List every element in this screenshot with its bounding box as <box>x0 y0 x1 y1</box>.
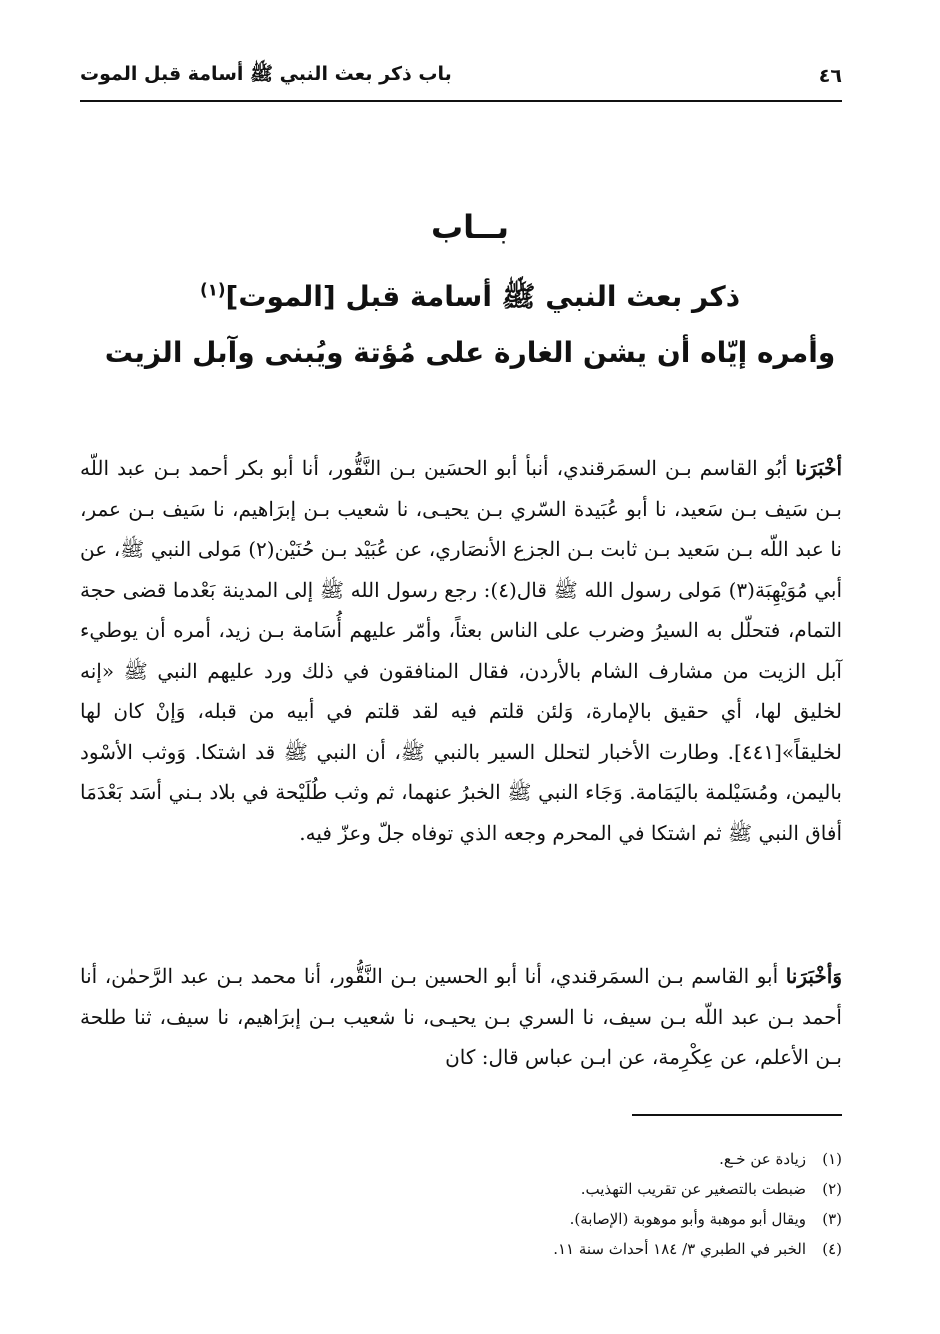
paragraph-lead-word: أخْبَرَنا <box>795 456 842 480</box>
chapter-label: بــاب <box>430 208 510 246</box>
chapter-title-text: ذكر بعث النبي ﷺ أسامة قبل [الموت] <box>225 280 741 313</box>
chapter-title-line-1 <box>100 280 840 320</box>
running-title: باب ذكر بعث النبي ﷺ أسامة قبل الموت <box>80 63 452 85</box>
footnote-number: (٢) <box>822 1180 842 1198</box>
footnote-text: ضبطت بالتصغير عن تقريب التهذيب. <box>580 1180 806 1198</box>
body-paragraph-2 <box>80 956 842 1078</box>
paragraph-text: أبُو القاسم بـن السمَرقندي، أنبأ أبو الحسَين بـن النَّقُّور، أنا أبو بكر أحمد بـن عبد اللّه بـن سَيف بـن سَعيد، نا أبو عُبَيدة السّري بـن يحيـى، نا شعيب بـن إبرَاهيم، نا سَيف بـن عمر، نا عبد اللّه بـن سَعيد بـن ثابت بـن الجزع الأنصَاري، عن عُبَيْد بـن حُنَيْن(٢) مَولى النبي ﷺ، عن أبي مُوَيْهِبَة(٣) مَولى رسول الله ﷺ قال(٤): رجع رسول الله ﷺ إلى المدينة بَعْدما قضى حجة التمام، فتحلّل به السيرُ وضرب على الناس بعثاً، وأمّر عليهم أُسَامة بـن زيد، أمره أن يوطيء آبل الزيت من مشارف الشام بالأردن، فقال المنافقون في ذلك ورد عليهم النبي ﷺ «إنه لخليق لها، أي حقيق بالإمارة، وَلئن قلتم فيه لقد قلتم في أبيه من قبله، وَإنْ كان لها لخليقاً»[٤٤١]. وطارت الأخبار لتحلل السير بالنبي ﷺ، أن النبي ﷺ قد اشتكا. وَوثب الأسْود باليمن، ومُسَيْلمة باليَمَامة. وَجَاء النبي ﷺ الخبرُ عنهما، ثم وثب طُلَيْحة في بلاد بـني أسَد بَعْدَمَا أفاق النبي ﷺ ثم اشتكا في المحرم وجعه الذي توفاه جلّ وعزّ فيه. <box>80 456 843 845</box>
body-paragraph-1 <box>80 448 842 853</box>
footnote-text: زيادة عن خـع. <box>719 1150 806 1168</box>
footnote-text: الخبر في الطبري ٣/ ١٨٤ أحداث سنة ١١. <box>553 1240 806 1258</box>
page-number: ٤٦ <box>818 65 842 87</box>
header-rule <box>80 100 842 102</box>
footnote-number: (٣) <box>822 1210 842 1228</box>
footnote-item <box>80 1234 842 1264</box>
chapter-title-line-2: وأمره إيّاه أن يشن الغارة على مُؤتة ويُبنى وآبل الزيت <box>104 336 836 369</box>
footnote-number: (٤) <box>822 1240 842 1258</box>
footnote-item <box>80 1144 842 1174</box>
footnote-item <box>80 1204 842 1234</box>
footnote-rule <box>632 1114 842 1116</box>
footnote-number: (١) <box>822 1150 842 1168</box>
footnote-item <box>80 1174 842 1204</box>
footnotes-list <box>80 1144 842 1264</box>
footnote-text: ويقال أبو موهبة وأبو موهوبة (الإصابة). <box>569 1210 806 1228</box>
running-header <box>80 60 842 92</box>
footnote-ref: (١) <box>199 279 226 300</box>
paragraph-lead-word: وَأخْبَرَنا <box>785 964 842 988</box>
paragraph-text: أبو القاسم بـن السمَرقندي، أنا أبو الحسين بـن النَّقُّور، أنا محمد بـن عبد الرَّحمٰن، أنا أحمد بـن عبد اللّه بـن سيف، نا السري بـن يحيـى، نا شعيب بـن إبرَاهيم، نا سيف، ثنا طلحة بـن الأعلم، عن عِكْرِمة، عن ابـن عباس قال: كان <box>80 964 842 1069</box>
